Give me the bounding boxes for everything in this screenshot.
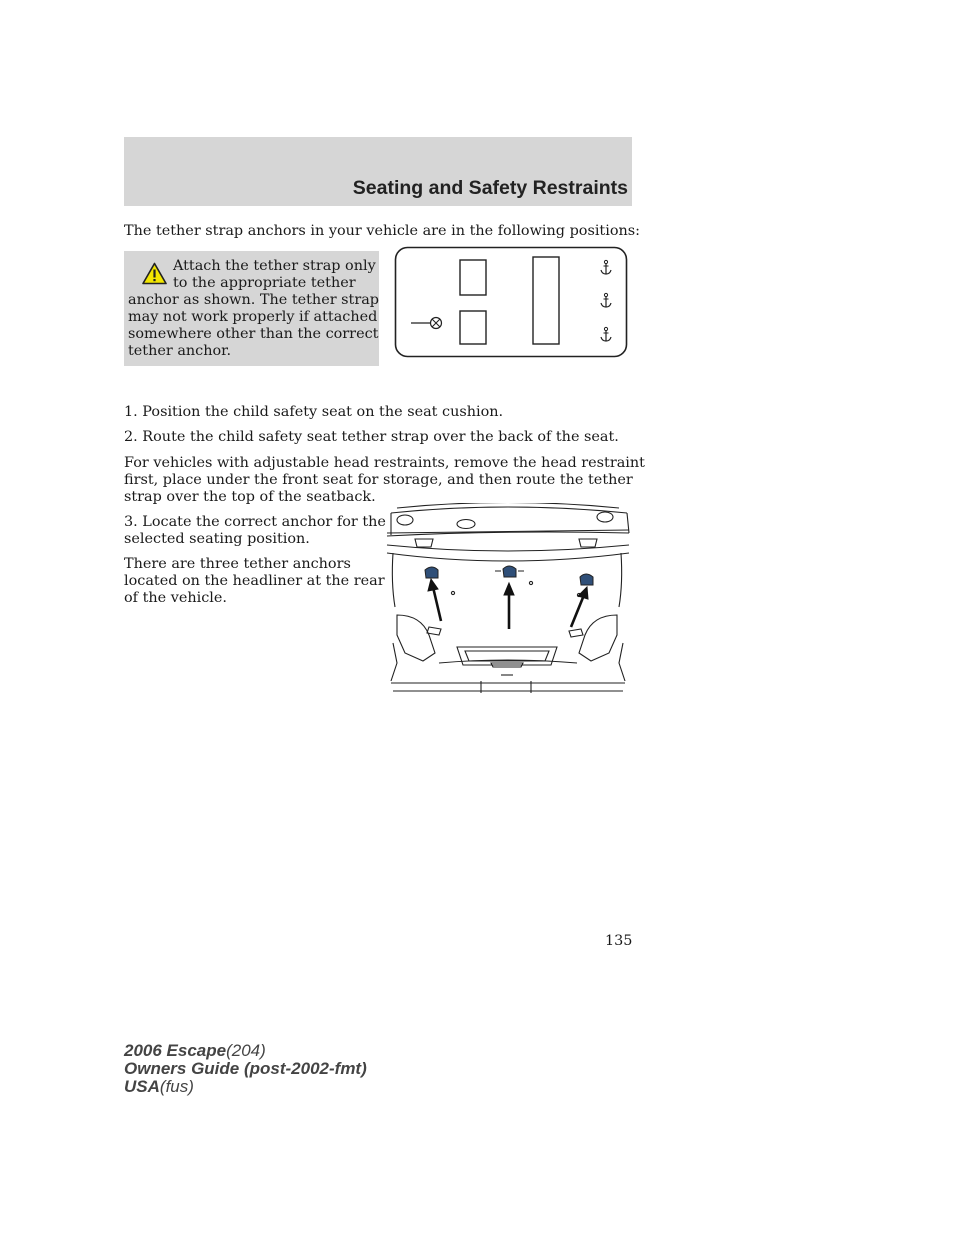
intro-paragraph: The tether strap anchors in your vehicle are in the following positions: [124,223,640,239]
step-3: selected seating position. [124,531,310,547]
footer-market: USA [124,1077,160,1096]
footer-model-code: (204) [226,1041,266,1060]
tether-anchor-position-diagram [394,246,628,358]
front-seat-driver [460,311,486,344]
warning-line: Attach the tether strap only [173,258,376,274]
tether-anchor-right [580,574,593,585]
rear-bench-seat [533,257,559,344]
headliner-tether-anchors-illustration [383,503,632,699]
warning-triangle-icon [142,262,167,285]
pointer-arrows [428,579,588,629]
tether-anchor-center [495,566,524,577]
warning-line: may not work properly if attached [128,309,378,325]
three-anchors-text: There are three tether anchors [124,556,351,572]
warning-box [124,251,379,366]
footer-line [124,1078,367,1096]
warning-line: anchor as shown. The tether strap [128,292,379,308]
section-header-band [124,137,632,206]
warning-line: tether anchor. [128,343,232,359]
head-restraint-text: first, place under the front seat for storage, and then route the tether [124,472,633,488]
step-2: 2. Route the child safety seat tether strap over the back of the seat. [124,429,619,445]
footer-line [124,1042,367,1060]
footer-guide: Owners Guide (post-2002-fmt) [124,1059,367,1078]
page-number: 135 [605,933,633,949]
three-anchors-text: of the vehicle. [124,590,227,606]
step-1: 1. Position the child safety seat on the seat cushion. [124,404,504,420]
step-3: 3. Locate the correct anchor for the [124,514,386,530]
head-restraint-text: For vehicles with adjustable head restraints, remove the head restraint [124,455,645,471]
warning-line: somewhere other than the correct [128,326,379,342]
front-seat-passenger [460,260,486,295]
section-title: Seating and Safety Restraints [352,177,628,199]
document-footer [124,1042,367,1096]
warning-line: to the appropriate tether [173,275,356,291]
three-anchors-text: located on the headliner at the rear [124,573,385,589]
tether-anchor-left [425,567,438,578]
footer-model: 2006 Escape [124,1041,227,1060]
head-restraint-text: strap over the top of the seatback. [124,489,376,505]
footer-market-code: (fus) [159,1077,194,1096]
